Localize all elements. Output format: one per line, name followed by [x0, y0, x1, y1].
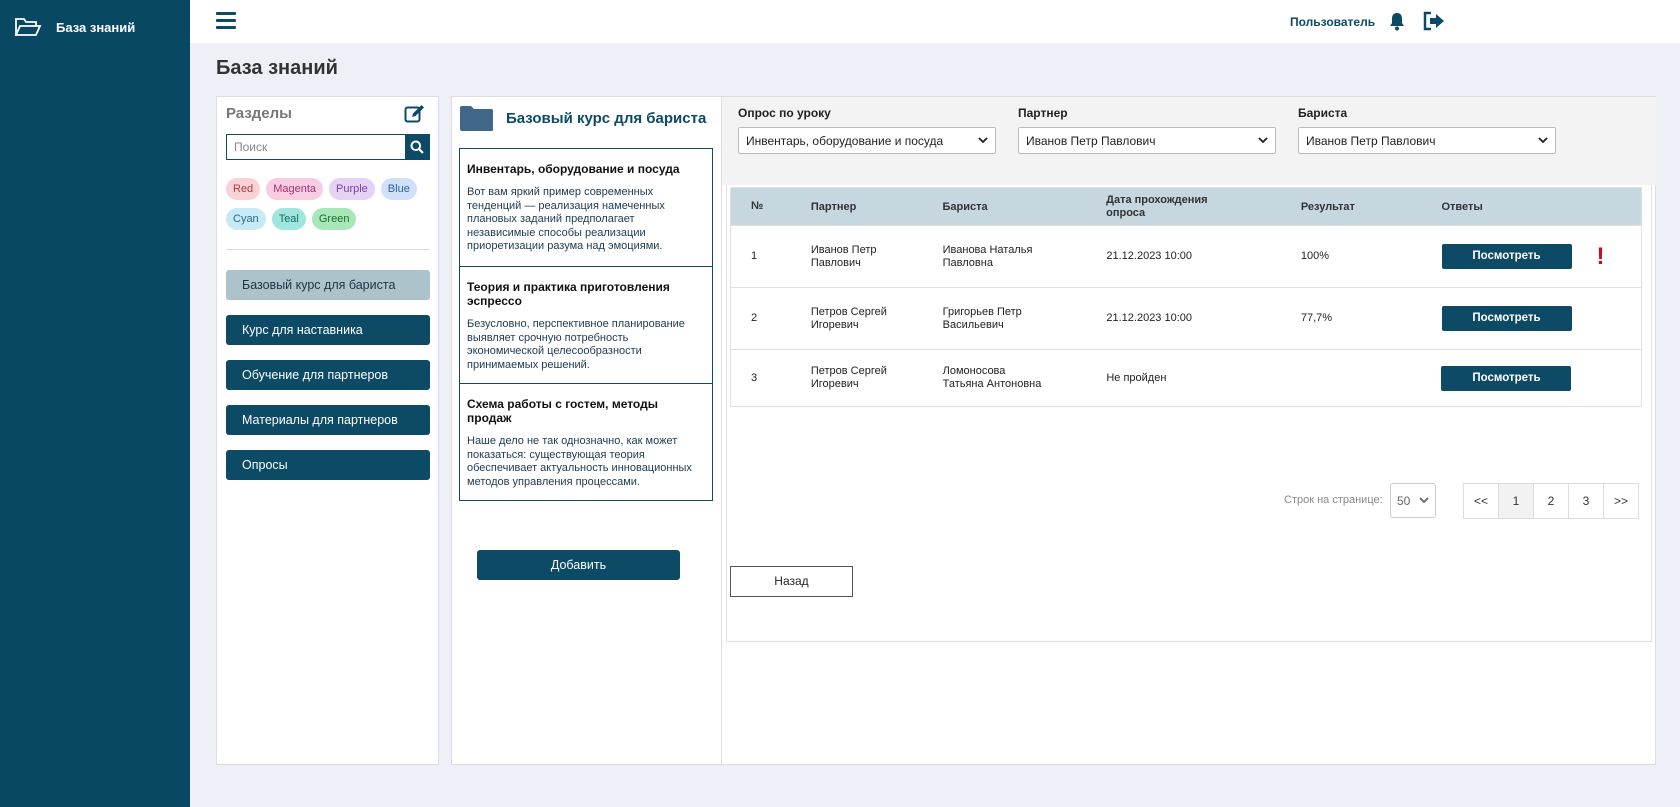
page-1[interactable]: 1 [1498, 483, 1534, 519]
col-result: Результат [1300, 200, 1355, 213]
lesson-title: Инвентарь, оборудование и посуда [467, 162, 680, 176]
lesson-description: Наше дело не так однозначно, как может показаться: существующая теория обеспечивает актуальность инновационных методов управления процессами. [467, 435, 692, 488]
cell-date: Не пройден [1106, 371, 1167, 384]
filter-bar [722, 97, 1656, 185]
page-last[interactable]: >> [1603, 483, 1639, 519]
folder-icon [459, 105, 494, 132]
cell-barista: Григорьев Петр Васильевич [942, 305, 1022, 331]
search-box [226, 134, 430, 160]
section-item-mentor-course[interactable]: Курс для наставника [226, 315, 430, 345]
col-barista: Бариста [942, 200, 988, 213]
lesson-list [459, 149, 713, 501]
back-button[interactable]: Назад [730, 566, 853, 597]
column-divider [721, 97, 722, 766]
col-number: № [751, 200, 764, 212]
cell-number: 3 [751, 371, 758, 384]
tag-cyan[interactable]: Cyan [226, 208, 266, 230]
cell-number: 2 [751, 312, 758, 324]
view-answers-button[interactable]: Посмотреть [1441, 366, 1571, 391]
lesson-description: Безусловно, перспективное планирование выявляет срочную потребность экономической целесообразности принимаемых решений. [467, 318, 685, 371]
rows-per-page-select[interactable] [1390, 483, 1436, 518]
chevron-down-icon [1538, 137, 1548, 144]
cell-partner: Петров Сергей Игоревич [810, 305, 887, 331]
section-item-partner-materials[interactable]: Материалы для партнеров [226, 405, 430, 435]
course-header [459, 105, 706, 132]
section-list [226, 270, 430, 495]
top-bar [190, 0, 1680, 43]
filter-partner [1018, 106, 1276, 154]
page-3[interactable]: 3 [1568, 483, 1604, 519]
edit-icon[interactable] [404, 104, 426, 124]
view-answers-button[interactable]: Посмотреть [1442, 244, 1572, 269]
chevron-down-icon [1419, 497, 1429, 504]
warning-icon: ! [1596, 243, 1605, 270]
page-2[interactable]: 2 [1533, 483, 1569, 519]
cell-date: 21.12.2023 10:00 [1106, 312, 1193, 324]
cell-number: 1 [751, 250, 758, 262]
page-title: База знаний [216, 57, 338, 79]
lesson-card[interactable] [459, 383, 713, 501]
section-item-barista-basic[interactable]: Базовый курс для бариста [226, 270, 430, 300]
rows-per-page-value: 50 [1397, 493, 1411, 508]
lesson-title: Схема работы с гостем, методы продаж [467, 397, 658, 425]
user-link[interactable]: Пользователь [1290, 15, 1376, 29]
cell-answers [1441, 350, 1641, 406]
cell-result: 100% [1300, 250, 1330, 262]
course-title: Базовый курс для бариста [506, 110, 707, 127]
cell-answers [1442, 226, 1641, 287]
filter-barista [1298, 106, 1556, 154]
lesson-card[interactable] [459, 148, 713, 267]
table-row [731, 225, 1641, 287]
sections-heading: Разделы [226, 105, 292, 122]
sidebar-brand[interactable] [14, 16, 135, 38]
col-answers: Ответы [1441, 200, 1483, 213]
lesson-description: Вот вам яркий пример современных тенденций — реализация намеченных плановых заданий предполагает независимые способы реализации приоретизации разума над эмоциями. [467, 186, 665, 252]
tag-teal[interactable]: Teal [272, 208, 306, 230]
col-date: Дата прохождения опроса [1106, 194, 1208, 219]
bell-icon[interactable] [1388, 12, 1406, 31]
tag-magenta[interactable]: Magenta [266, 178, 323, 200]
filter-survey [738, 106, 996, 154]
chevron-down-icon [978, 137, 988, 144]
search-button[interactable] [405, 135, 429, 159]
section-item-partner-training[interactable]: Обучение для партнеров [226, 360, 430, 390]
cell-partner: Иванов Петр Павлович [810, 243, 877, 269]
logout-icon[interactable] [1422, 11, 1446, 31]
sections-panel [216, 96, 439, 765]
tag-red[interactable]: Red [226, 178, 260, 200]
table-row [731, 287, 1641, 349]
filter-survey-label: Опрос по уроку [738, 106, 831, 120]
barista-select-value: Иванов Петр Павлович [1306, 133, 1436, 148]
barista-select[interactable] [1298, 127, 1556, 154]
cell-partner: Петров Сергей Игоревич [810, 365, 887, 390]
chevron-down-icon [1258, 137, 1268, 144]
view-answers-button[interactable]: Посмотреть [1442, 306, 1572, 331]
pagination [1464, 483, 1639, 519]
add-lesson-button[interactable]: Добавить [477, 550, 680, 580]
survey-select[interactable] [738, 127, 996, 154]
tag-purple[interactable]: Purple [329, 178, 375, 200]
tag-green[interactable]: Green [312, 208, 357, 230]
divider [226, 249, 430, 250]
cell-barista: Иванова Наталья Павловна [942, 243, 1033, 269]
main-panel [451, 96, 1656, 765]
section-item-surveys[interactable]: Опросы [226, 450, 430, 480]
partner-select[interactable] [1018, 127, 1276, 154]
search-input[interactable] [227, 135, 405, 159]
hamburger-menu-icon[interactable] [216, 12, 236, 30]
lesson-card[interactable] [459, 266, 713, 384]
search-icon [410, 140, 424, 154]
cell-date: 21.12.2023 10:00 [1106, 250, 1193, 262]
cell-answers [1442, 288, 1641, 349]
filter-partner-label: Партнер [1018, 106, 1068, 120]
results-table [730, 187, 1642, 407]
rows-per-page-label: Строк на странице: [1284, 494, 1383, 506]
partner-select-value: Иванов Петр Павлович [1026, 133, 1156, 148]
tag-list [226, 178, 436, 230]
col-partner: Партнер [810, 200, 857, 213]
cell-barista: Ломоносова Татьяна Антоновна [942, 365, 1042, 390]
survey-select-value: Инвентарь, оборудование и посуда [746, 133, 944, 148]
page-first[interactable]: << [1463, 483, 1499, 519]
folder-open-icon [14, 16, 42, 38]
cell-result [1301, 350, 1442, 406]
table-header [731, 188, 1641, 225]
filter-barista-label: Бариста [1298, 106, 1348, 120]
tag-blue[interactable]: Blue [381, 178, 417, 200]
lesson-title: Теория и практика приготовления эспрессо [467, 280, 670, 308]
table-row [731, 349, 1641, 406]
cell-result: 77,7% [1300, 312, 1333, 324]
sidebar-brand-label: База знаний [56, 19, 136, 35]
sidebar [0, 0, 190, 807]
